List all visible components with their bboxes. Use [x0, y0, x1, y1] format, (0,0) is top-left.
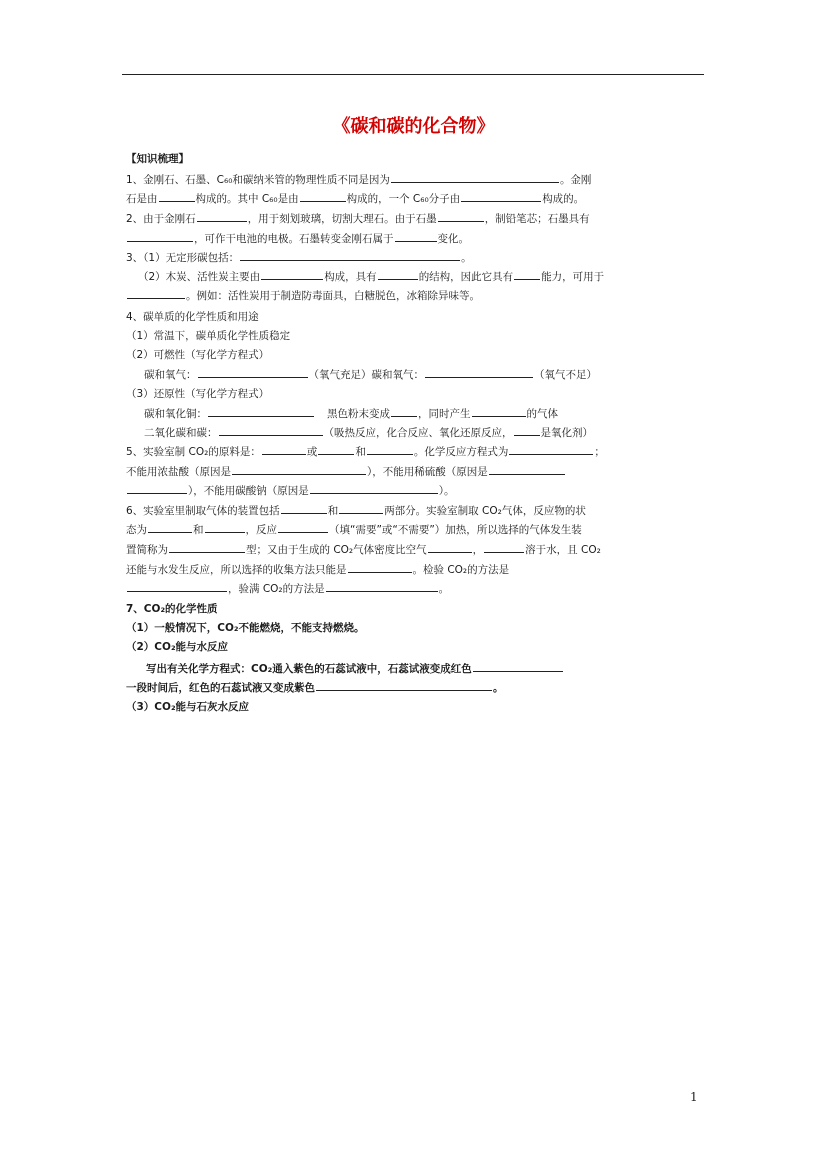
- fill-blank[interactable]: [438, 211, 484, 222]
- fill-blank[interactable]: [472, 406, 526, 417]
- fill-blank[interactable]: [484, 542, 524, 553]
- fill-blank[interactable]: [428, 542, 472, 553]
- q1-line-2: 石是由 构成的。其中 C₆₀是由 构成的，一个 C₆₀分子由 构成的。: [126, 193, 585, 205]
- fill-blank[interactable]: [473, 661, 563, 672]
- q5-line-2: 不能用浓盐酸（原因是 ），不能用稀硫酸（原因是: [126, 464, 566, 479]
- q7-item-3: （3）CO₂能与石灰水反应: [126, 701, 250, 713]
- fill-blank[interactable]: [169, 542, 245, 553]
- fill-blank[interactable]: [514, 269, 540, 280]
- q3-line-2: （2）木炭、活性炭主要由 构成，具有 的结构，因此它具有 能力，可用于: [138, 271, 605, 283]
- fill-blank[interactable]: [425, 367, 533, 378]
- page-title: 《碳和碳的化合物》: [332, 116, 495, 137]
- fill-blank[interactable]: [391, 406, 417, 417]
- fill-blank[interactable]: [262, 444, 306, 455]
- q6-line-2: 态为 和 ，反应 （填“需要”或“不需要”）加热，所以选择的气体发生装: [126, 524, 582, 536]
- q2-line-1: 2、由于金刚石 ，用于刻划玻璃，切割大理石。由于石墨 ，制铅笔芯；石墨具有: [126, 213, 590, 225]
- fill-blank[interactable]: [318, 444, 354, 455]
- fill-blank[interactable]: [514, 425, 540, 436]
- section-heading: 【知识梳理】: [126, 153, 189, 165]
- q4-heading: 4、碳单质的化学性质和用途: [126, 311, 259, 323]
- q6-line-4: 还能与水发生反应，所以选择的收集方法只能是 。检验 CO₂的方法是: [126, 564, 510, 576]
- fill-blank[interactable]: [339, 503, 383, 514]
- q6-line-5: ，验满 CO₂的方法是 。: [126, 581, 449, 596]
- q5-line-1: 5、实验室制 CO₂的原料是： 或 和 。化学反应方程式为 ；: [126, 446, 605, 458]
- fill-blank[interactable]: [208, 406, 314, 417]
- q7-item-1: （1）一般情况下，CO₂不能燃烧，不能支持燃烧。: [126, 622, 365, 634]
- fill-blank[interactable]: [281, 503, 327, 514]
- fill-blank[interactable]: [127, 288, 185, 299]
- q7-heading: 7、CO₂的化学性质: [126, 603, 218, 615]
- fill-blank[interactable]: [219, 425, 323, 436]
- q5-line-3: ），不能用碳酸钠（原因是 ）。: [126, 483, 455, 498]
- fill-blank[interactable]: [205, 522, 245, 533]
- q4-reduction-line-2: 二氧化碳和碳： （吸热反应，化合反应、氧化还原反应， 是氧化剂）: [144, 427, 593, 439]
- q6-line-1: 6、实验室里制取气体的装置包括 和 两部分。实验室制取 CO₂气体，反应物的状: [126, 505, 586, 517]
- fill-blank[interactable]: [395, 231, 437, 242]
- fill-blank[interactable]: [127, 231, 193, 242]
- fill-blank[interactable]: [148, 522, 192, 533]
- header-rule: [122, 74, 704, 75]
- q4-item-1: （1）常温下，碳单质化学性质稳定: [126, 330, 291, 342]
- fill-blank[interactable]: [367, 444, 413, 455]
- fill-blank[interactable]: [127, 581, 227, 592]
- q4-reduction-line-1: 碳和氧化铜： 黑色粉末变成 ，同时产生 的气体: [144, 408, 558, 420]
- fill-blank[interactable]: [348, 562, 412, 573]
- q2-line-2: ，可作干电池的电极。石墨转变金刚石属于 变化。: [126, 231, 469, 246]
- fill-blank[interactable]: [509, 444, 593, 455]
- fill-blank[interactable]: [198, 367, 308, 378]
- fill-blank[interactable]: [240, 250, 460, 261]
- q3-line-1: 3、（1）无定形碳包括： 。: [126, 252, 472, 264]
- q1-line-1: 1、金刚石、石墨、C₆₀和碳纳米管的物理性质不同是因为 。金刚: [126, 174, 592, 186]
- fill-blank[interactable]: [461, 191, 541, 202]
- page-number: 1: [690, 1090, 698, 1104]
- fill-blank[interactable]: [232, 464, 366, 475]
- q3-line-3: 。例如：活性炭用于制造防毒面具，白糖脱色，冰箱除异味等。: [126, 288, 480, 303]
- fill-blank[interactable]: [310, 483, 438, 494]
- q4-item-2: （2）可燃性（写化学方程式）: [126, 349, 270, 361]
- fill-blank[interactable]: [326, 581, 438, 592]
- q7-equation-line-2: 一段时间后，红色的石蕊试液又变成紫色 。: [126, 682, 504, 694]
- q6-line-3: 置简称为 型；又由于生成的 CO₂气体密度比空气 ， 溶于水，且 CO₂: [126, 544, 601, 556]
- worksheet-scan: [126, 148, 642, 713]
- fill-blank[interactable]: [261, 269, 323, 280]
- fill-blank[interactable]: [197, 211, 247, 222]
- fill-blank[interactable]: [127, 483, 187, 494]
- fill-blank[interactable]: [391, 172, 559, 183]
- q7-item-2: （2）CO₂能与水反应: [126, 641, 229, 653]
- fill-blank[interactable]: [278, 522, 328, 533]
- fill-blank[interactable]: [316, 680, 492, 691]
- fill-blank[interactable]: [378, 269, 418, 280]
- fill-blank[interactable]: [300, 191, 346, 202]
- q4-item-3: （3）还原性（写化学方程式）: [126, 388, 270, 400]
- fill-blank[interactable]: [489, 464, 565, 475]
- fill-blank[interactable]: [159, 191, 195, 202]
- q7-equation-line-1: 写出有关化学方程式：CO₂通入紫色的石蕊试液中，石蕊试液变成红色: [146, 661, 564, 676]
- q4-combustion-line: 碳和氧气： （氧气充足）碳和氧气： （氧气不足）: [144, 369, 597, 381]
